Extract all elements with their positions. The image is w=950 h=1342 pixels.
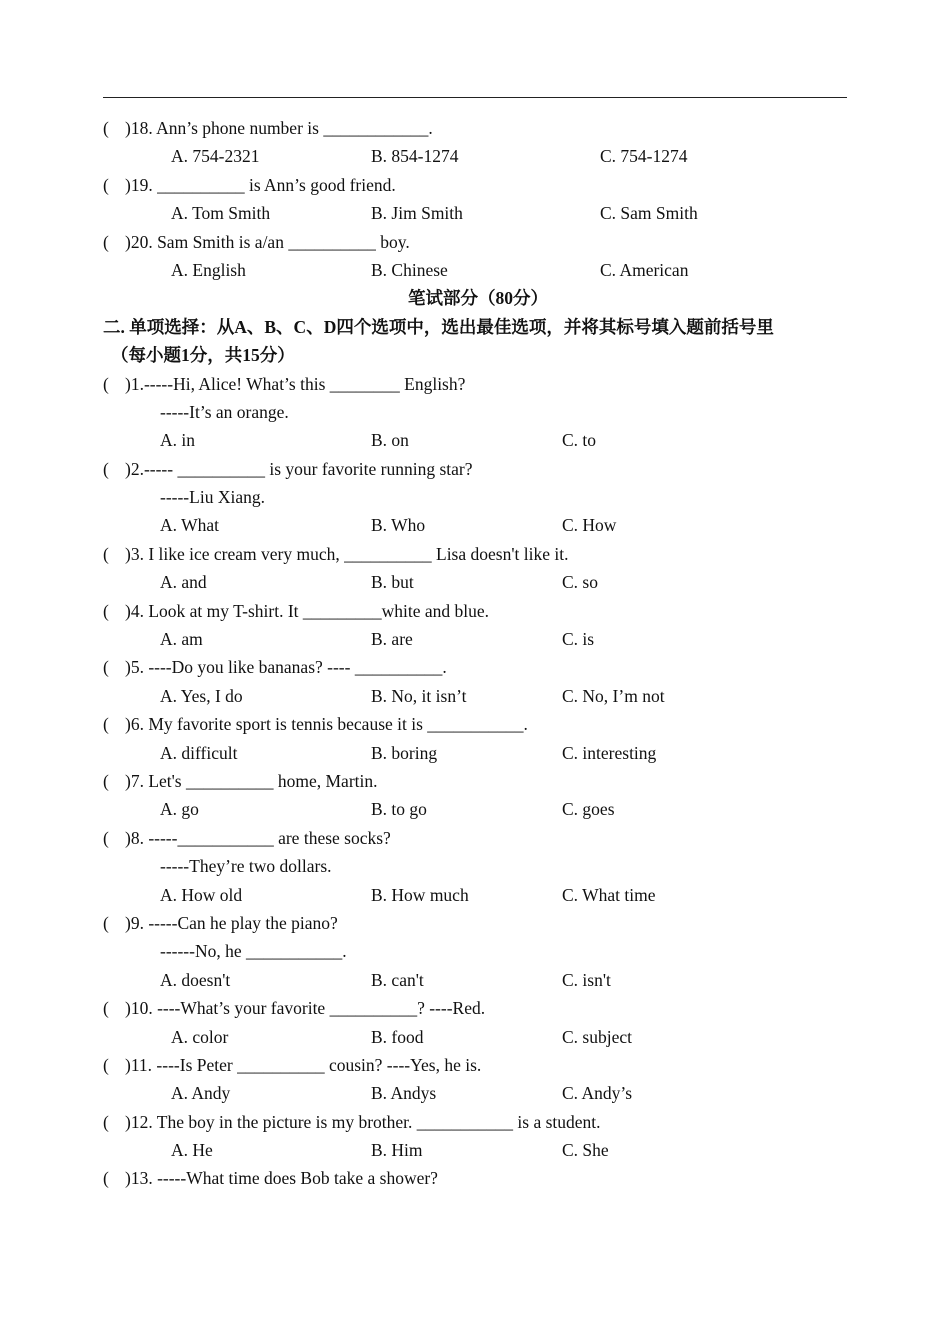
option-c: C. so bbox=[562, 572, 598, 593]
option-c: C. subject bbox=[562, 1026, 632, 1047]
option-a: A. color bbox=[171, 1026, 229, 1047]
option-b: B. on bbox=[371, 430, 409, 451]
option-a: A. am bbox=[160, 629, 203, 650]
question-11: ( )11. ----Is Peter __________ cousin? ----Yes, he is. bbox=[103, 1054, 482, 1075]
options-11 bbox=[103, 1079, 853, 1107]
option-c: C. She bbox=[562, 1140, 609, 1161]
option-b: B. Him bbox=[371, 1140, 423, 1161]
option-a: A. English bbox=[171, 259, 246, 280]
question-1: ( )1.-----Hi, Alice! What’s this ________ English? bbox=[103, 373, 466, 394]
options-5 bbox=[103, 682, 853, 710]
option-c: C. How bbox=[562, 515, 617, 536]
options-12 bbox=[103, 1136, 853, 1164]
options-8 bbox=[103, 881, 853, 909]
options-7 bbox=[103, 795, 853, 823]
question-20: ( )20. Sam Smith is a/an __________ boy. bbox=[103, 231, 410, 252]
option-b: B. food bbox=[371, 1026, 424, 1047]
option-c: C. interesting bbox=[562, 742, 657, 763]
options-20 bbox=[103, 256, 853, 284]
option-c: C. Sam Smith bbox=[600, 203, 698, 224]
question-13: ( )13. -----What time does Bob take a shower? bbox=[103, 1168, 438, 1189]
question-19: ( )19. __________ is Ann’s good friend. bbox=[103, 174, 396, 195]
option-a: A. difficult bbox=[160, 742, 238, 763]
option-b: B. No, it isn’t bbox=[371, 685, 467, 706]
question-7: ( )7. Let's __________ home, Martin. bbox=[103, 770, 378, 791]
option-a: A. Yes, I do bbox=[160, 685, 243, 706]
option-a: A. What bbox=[160, 515, 219, 536]
option-a: A. go bbox=[160, 799, 199, 820]
option-b: B. are bbox=[371, 629, 413, 650]
question-8-reply: -----They’re two dollars. bbox=[160, 856, 332, 877]
question-18: ( )18. Ann’s phone number is ____________. bbox=[103, 118, 433, 138]
section-2-title: 二. 单项选择：从A、B、C、D四个选项中，选出最佳选项，并将其标号填入题前括号里 bbox=[103, 316, 774, 337]
options-4 bbox=[103, 625, 853, 653]
option-b: B. Jim Smith bbox=[371, 203, 463, 224]
option-c: C. What time bbox=[562, 884, 656, 905]
options-19 bbox=[103, 199, 853, 227]
option-a: A. Tom Smith bbox=[171, 203, 271, 224]
exam-content bbox=[103, 114, 853, 1193]
option-c: C. 754-1274 bbox=[600, 146, 688, 167]
options-10 bbox=[103, 1023, 853, 1051]
question-3: ( )3. I like ice cream very much, __________ Lisa doesn't like it. bbox=[103, 543, 569, 564]
option-c: C. Andy’s bbox=[562, 1083, 633, 1104]
option-b: B. Andys bbox=[371, 1083, 437, 1104]
question-8: ( )8. -----___________ are these socks? bbox=[103, 827, 391, 848]
options-2 bbox=[103, 511, 853, 539]
question-12: ( )12. The boy in the picture is my brother. ___________ is a student. bbox=[103, 1111, 601, 1132]
option-b: B. but bbox=[371, 572, 414, 593]
option-a: A. He bbox=[171, 1140, 213, 1161]
question-4: ( )4. Look at my T-shirt. It _________white and blue. bbox=[103, 600, 490, 621]
section-2-subtitle: （每小题1分，共15分） bbox=[111, 345, 295, 366]
option-c: C. American bbox=[600, 259, 689, 280]
option-c: C. is bbox=[562, 629, 595, 650]
option-c: C. to bbox=[562, 430, 597, 451]
question-10: ( )10. ----What’s your favorite __________? ----Red. bbox=[103, 998, 486, 1019]
option-a: A. doesn't bbox=[160, 969, 231, 990]
option-a: A. 754-2321 bbox=[171, 146, 260, 167]
written-heading: 笔试部分（80分） bbox=[408, 288, 548, 309]
options-6 bbox=[103, 739, 853, 767]
options-18 bbox=[103, 142, 853, 170]
option-b: B. boring bbox=[371, 742, 438, 763]
option-a: A. Andy bbox=[171, 1083, 231, 1104]
options-1 bbox=[103, 426, 853, 454]
option-a: A. How old bbox=[160, 884, 243, 905]
option-a: A. in bbox=[160, 430, 195, 451]
question-2: ( )2.----- __________ is your favorite running star? bbox=[103, 458, 473, 479]
question-2-reply: -----Liu Xiang. bbox=[160, 487, 265, 508]
option-b: B. can't bbox=[371, 969, 424, 990]
option-c: C. isn't bbox=[562, 969, 611, 990]
option-b: B. to go bbox=[371, 799, 427, 820]
question-5: ( )5. ----Do you like bananas? ---- __________. bbox=[103, 657, 447, 678]
question-6: ( )6. My favorite sport is tennis because it is ___________. bbox=[103, 714, 528, 735]
option-c: C. No, I’m not bbox=[562, 685, 665, 706]
option-b: B. 854-1274 bbox=[371, 146, 459, 167]
option-a: A. and bbox=[160, 572, 207, 593]
question-9: ( )9. -----Can he play the piano? bbox=[103, 912, 338, 933]
options-3 bbox=[103, 568, 853, 596]
option-b: B. How much bbox=[371, 884, 469, 905]
option-b: B. Who bbox=[371, 515, 426, 536]
question-1-reply: -----It’s an orange. bbox=[160, 401, 289, 422]
header-rule bbox=[103, 97, 847, 98]
option-b: B. Chinese bbox=[371, 259, 448, 280]
option-c: C. goes bbox=[562, 799, 615, 820]
options-9 bbox=[103, 966, 853, 994]
question-9-reply: ------No, he ___________. bbox=[160, 941, 347, 962]
